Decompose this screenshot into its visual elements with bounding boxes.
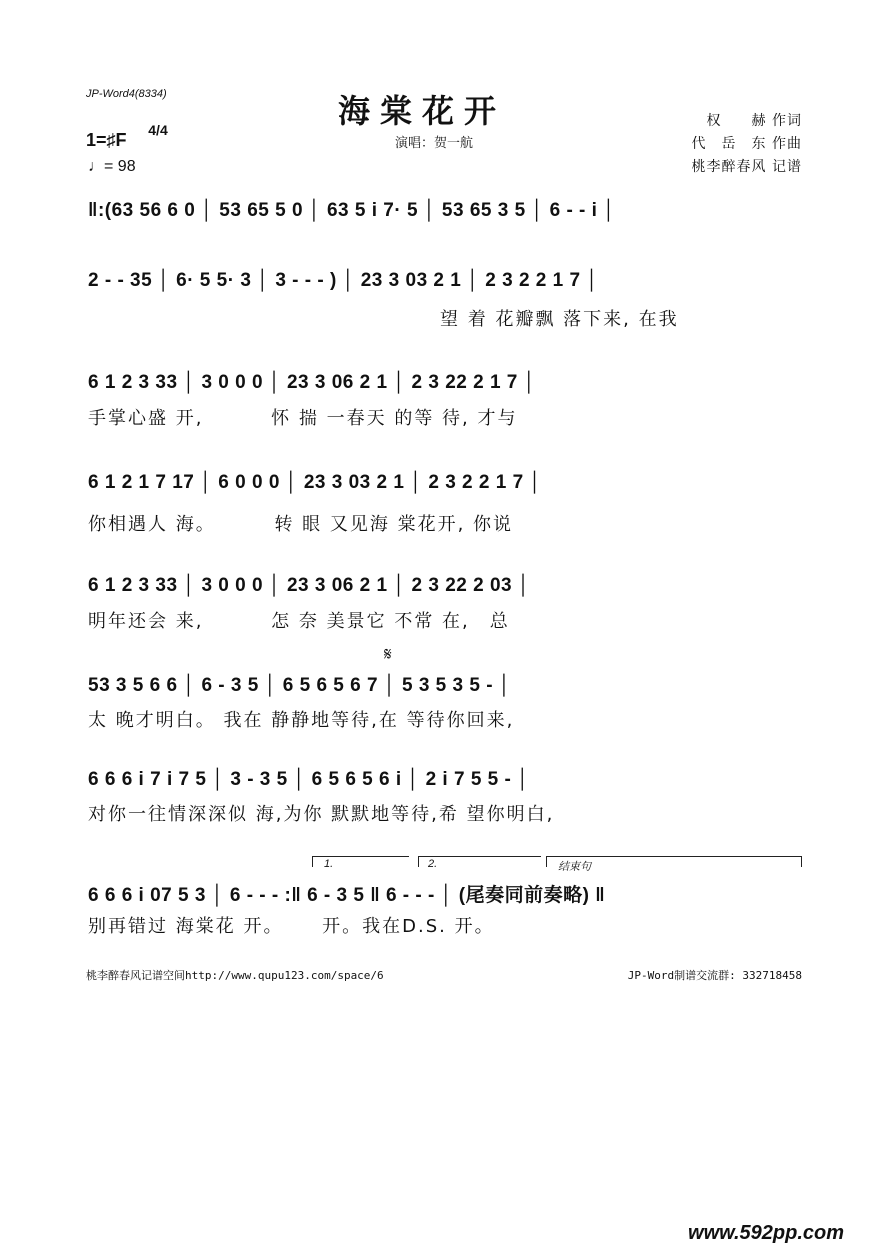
tempo-marking: ♩= 98 [88,158,136,175]
notation-line-8: 6 6 6 i 07 5 3 │ 6 - - - :‖ 6 - 3 5 ‖ 6 - - - │ (尾奏同前奏略) ‖ [88,885,606,906]
page-title: 海棠花开 [338,92,507,130]
footer-source: 桃李醉春风记谱空间http://www.qupu123.com/space/6 [86,969,384,982]
notation-line-6: 53 3 5 6 6 │ 6 - 3 5 │ 6 5 6 5 6 7 │ 5 3 5 3 5 - │ [88,675,512,696]
notation-line-7: 6 6 6 i 7 i 7 5 │ 3 - 3 5 │ 6 5 6 5 6 i │ 2 i 7 5 5 - │ [88,769,530,790]
composer-credit: 代 岳 东 作曲 [691,136,802,152]
second-ending-label: 2. [428,858,438,870]
notation-line-2: 2 - - 35 │ 6· 5 5· 3 │ 3 - - - ) │ 23 3 03 2 1 │ 2 3 2 2 1 7 │ [88,270,599,291]
singer-credit: 演唱：贺一航 [395,136,474,151]
segno-sign: 𝄋 [384,644,392,665]
lyric-line-7: 对你一往情深深似 海,为你 默默地等待,希 望你明白, [88,804,555,825]
lyric-line-5: 明年还会 来, 怎 奈 美景它 不常 在, 总 [88,611,510,632]
transcriber-credit: 桃李醉春风 记谱 [691,159,802,175]
first-ending-label: 1. [324,858,334,870]
lyric-line-8: 别再错过 海棠花 开。 开。我在D.S. 开。 [88,916,495,937]
lyric-line-2: 望 着 花瓣飘 落下来, 在我 [440,309,679,330]
notation-line-4: 6 1 2 1 7 17 │ 6 0 0 0 │ 23 3 03 2 1 │ 2 3 2 2 1 7 │ [88,472,542,493]
coda-label: 结束句 [558,861,591,873]
notation-line-3: 6 1 2 3 33 │ 3 0 0 0 │ 23 3 06 2 1 │ 2 3 22 2 1 7 │ [88,372,537,393]
lyric-line-6: 太 晚才明白。 我在 静静地等待,在 等待你回来, [88,710,515,731]
time-signature: 4/4 [148,122,168,138]
lyricist-credit: 权 赫 作词 [706,113,802,129]
key-signature: 1=♯F [86,130,127,150]
software-version: JP-Word4(8334) [86,88,167,100]
lyric-line-3: 手掌心盛 开, 怀 揣 一春天 的等 待, 才与 [88,408,518,429]
footer-group: JP-Word制谱交流群: 332718458 [627,969,802,982]
notation-line-5: 6 1 2 3 33 │ 3 0 0 0 │ 23 3 06 2 1 │ 2 3 22 2 03 │ [88,575,531,596]
site-watermark: www.592pp.com [688,1222,844,1244]
notation-line-1: ‖:(63 56 6 0 │ 53 65 5 0 │ 63 5 i 7· 5 │ 53 65 3 5 │ 6 - - i │ [88,200,616,221]
lyric-line-4: 你相遇人 海。 转 眼 又见海 棠花开, 你说 [88,514,514,535]
